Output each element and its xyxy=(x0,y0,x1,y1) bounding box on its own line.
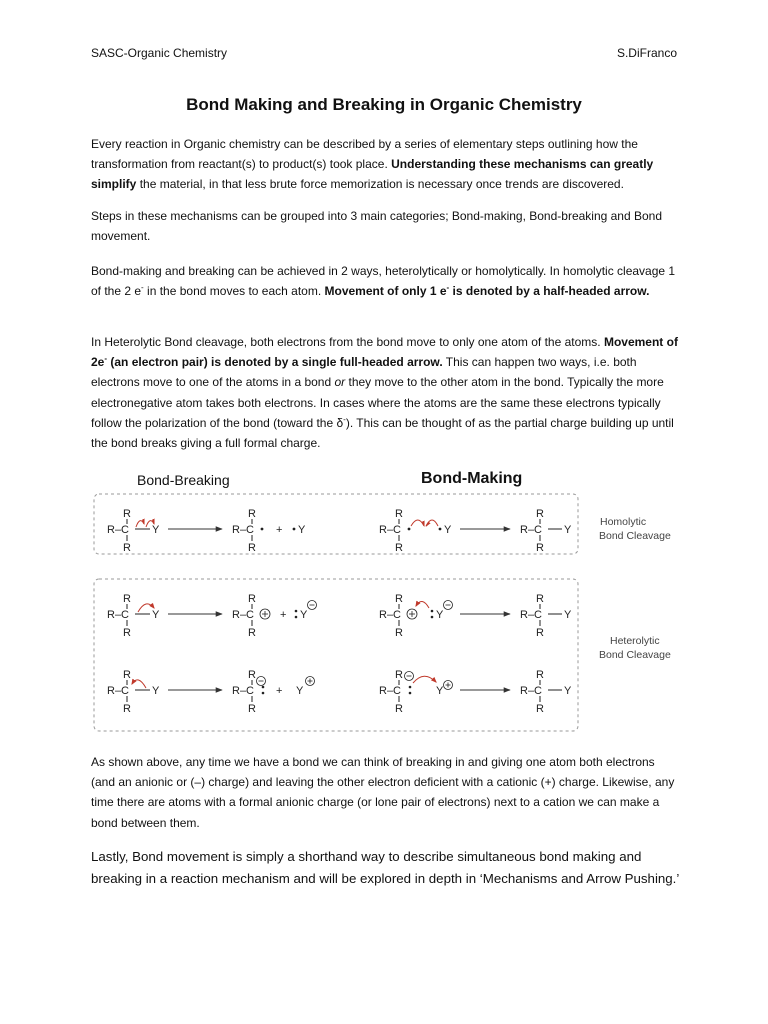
svg-text:Y: Y xyxy=(444,524,452,536)
svg-text:Y: Y xyxy=(296,685,304,697)
svg-text:R: R xyxy=(248,703,256,715)
header-author: S.DiFranco xyxy=(616,46,677,60)
svg-text:R–C: R–C xyxy=(232,609,255,621)
bond-mechanism-diagram xyxy=(80,460,690,745)
svg-text:Y: Y xyxy=(564,524,572,536)
svg-text:Y: Y xyxy=(564,685,572,697)
svg-text:R: R xyxy=(536,542,544,554)
header-course: SASC-Organic Chemistry xyxy=(91,46,228,60)
svg-text:R: R xyxy=(536,593,544,605)
heterolytic-making-reactants-2 xyxy=(379,669,453,715)
svg-text:R: R xyxy=(248,508,256,520)
svg-text:R–C: R–C xyxy=(379,524,402,536)
paragraph-categories: Steps in these mechanisms can be grouped into 3 main categories; Bond-making, Bond-breaking and Bond movement. xyxy=(91,209,663,244)
svg-text:R–C: R–C xyxy=(379,609,402,621)
svg-text:R: R xyxy=(123,627,131,639)
svg-text:R: R xyxy=(123,508,131,520)
heterolytic-label-2: Bond Cleavage xyxy=(599,649,671,661)
page-title: Bond Making and Breaking in Organic Chemistry xyxy=(186,95,582,114)
svg-text:R–C: R–C xyxy=(107,609,130,621)
svg-text:Y: Y xyxy=(436,685,444,697)
paragraph-heterolytic: In Heterolytic Bond cleavage, both electrons from the bond move to only one atom of the atoms. Movement of 2e- (an electron pair) is denoted by a single full-headed arrow. This can happen two ways, i.e. both electrons move to one of the atoms in a bond or they move to the other atom in the bond. Typically the more electronegative atom takes both electrons. In cases where the atoms are the same these electrons typically follow the polarization of the bond (toward the δ-). This can be thought of as the partial charge building up until the bond breaks giving a full formal charge. xyxy=(91,335,678,451)
svg-text:R: R xyxy=(395,508,403,520)
heterolytic-label-1: Heterolytic xyxy=(610,635,660,647)
svg-text:R: R xyxy=(248,669,256,681)
heterolytic-breaking-reactant-2 xyxy=(107,669,160,715)
heterolytic-box xyxy=(94,579,578,731)
svg-text:Y: Y xyxy=(152,609,160,621)
svg-text:R: R xyxy=(395,669,403,681)
homolytic-making-product xyxy=(520,508,572,554)
svg-text:Y: Y xyxy=(564,609,572,621)
heterolytic-breaking-products-2 xyxy=(232,669,315,715)
homolytic-breaking-reactant xyxy=(107,508,160,554)
svg-text:R: R xyxy=(536,508,544,520)
svg-text:R–C: R–C xyxy=(520,685,543,697)
bond-making-heading: Bond-Making xyxy=(421,470,523,487)
svg-text:R–C: R–C xyxy=(520,524,543,536)
svg-text:R–C: R–C xyxy=(232,685,255,697)
heterolytic-making-reactants-1 xyxy=(379,593,453,639)
svg-text:+: + xyxy=(280,609,287,621)
svg-text:Y: Y xyxy=(152,524,160,536)
svg-text:R: R xyxy=(395,703,403,715)
svg-text:R: R xyxy=(123,669,131,681)
paragraph-summary: As shown above, any time we have a bond we can think of breaking in and giving one atom both electrons (and an anionic or (–) charge) and leaving the other electron deficient with a cationic (+) charge. Likewise, any time there are atoms with a formal anionic charge (or lone pair of electrons) next to a cation we can make a bond between them. xyxy=(91,755,675,830)
svg-text:Y: Y xyxy=(152,685,160,697)
svg-text:R: R xyxy=(123,703,131,715)
svg-text:R: R xyxy=(536,669,544,681)
svg-text:R: R xyxy=(123,593,131,605)
svg-text:R–C: R–C xyxy=(232,524,255,536)
heterolytic-breaking-reactant-1 xyxy=(107,593,160,639)
svg-text:R: R xyxy=(248,593,256,605)
heterolytic-breaking-products-1 xyxy=(232,593,317,639)
paragraph-intro: Every reaction in Organic chemistry can be described by a series of elementary steps outlining how the transformation from reactant(s) to product(s) took place. Understanding these mechanisms can greatly simplify the material, in that less brute force memorization is necessary once trends are discovered. xyxy=(91,137,654,192)
homolytic-label-1: Homolytic xyxy=(600,516,647,528)
svg-text:+: + xyxy=(276,685,283,697)
homolytic-box xyxy=(94,494,578,554)
heterolytic-making-product-1 xyxy=(520,593,572,639)
svg-text:R–C: R–C xyxy=(107,524,130,536)
svg-text:R: R xyxy=(248,542,256,554)
svg-text:+: + xyxy=(276,524,283,536)
homolytic-making-reactants xyxy=(379,508,452,554)
svg-text:R: R xyxy=(395,627,403,639)
heterolytic-making-product-2 xyxy=(520,669,572,715)
svg-text:R–C: R–C xyxy=(379,685,402,697)
svg-text:R: R xyxy=(123,542,131,554)
svg-text:R–C: R–C xyxy=(107,685,130,697)
paragraph-homolytic: Bond-making and breaking can be achieved in 2 ways, heterolytically or homolytically. In homolytic cleavage 1 of the 2 e- in the bond moves to each atom. Movement of only 1 e- is denoted by a half-headed arrow. xyxy=(91,264,676,299)
svg-text:R: R xyxy=(248,627,256,639)
svg-text:R: R xyxy=(395,542,403,554)
svg-text:R–C: R–C xyxy=(520,609,543,621)
paragraph-bond-movement: Lastly, Bond movement is simply a shorthand way to describe simultaneous bond making and breaking in a reaction mechanism and will be explored in depth in ‘Mechanisms and Arrow Pushing.’ xyxy=(91,849,680,886)
bond-breaking-heading: Bond-Breaking xyxy=(137,472,230,488)
homolytic-label-2: Bond Cleavage xyxy=(599,530,671,542)
svg-text:R: R xyxy=(395,593,403,605)
homolytic-breaking-products xyxy=(232,508,306,554)
svg-text:R: R xyxy=(536,703,544,715)
svg-text:Y: Y xyxy=(436,609,444,621)
svg-text:Y: Y xyxy=(298,524,306,536)
svg-text:R: R xyxy=(536,627,544,639)
svg-text:Y: Y xyxy=(300,609,308,621)
